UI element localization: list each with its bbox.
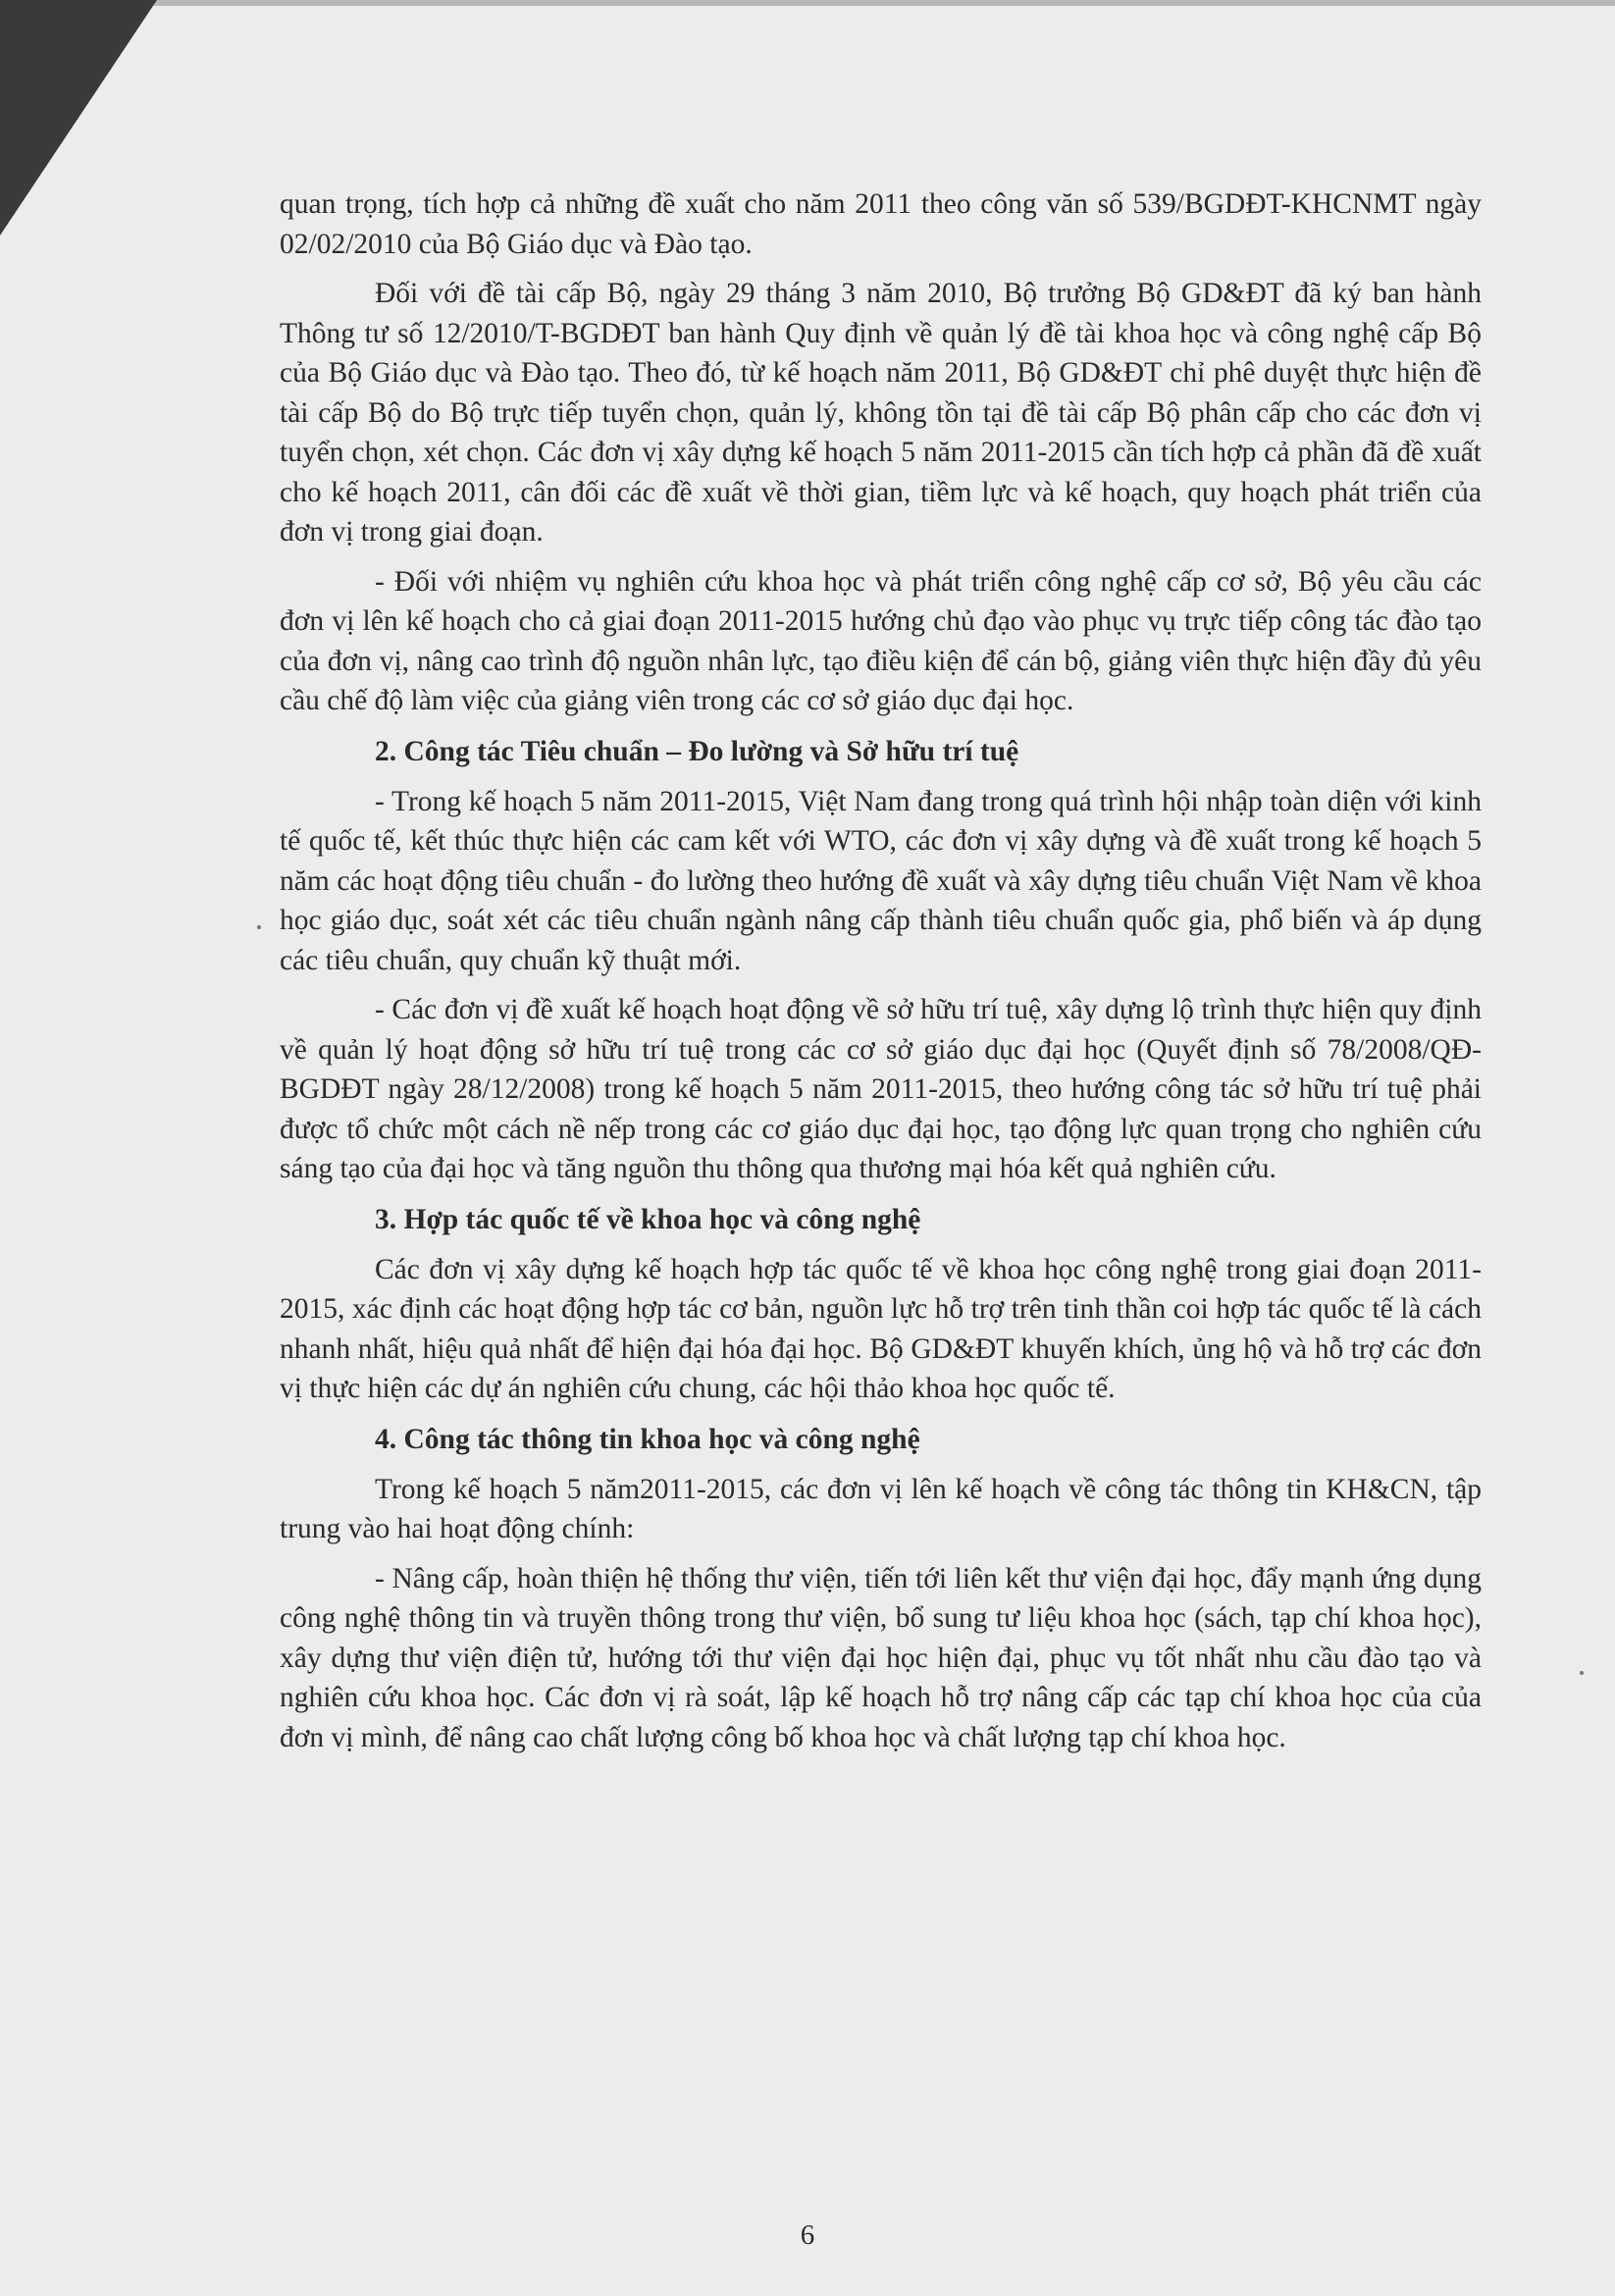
section-4-heading: 4. Công tác thông tin khoa học và công nghệ: [375, 1423, 920, 1455]
section-3-heading: 3. Hợp tác quốc tế về khoa học và công nghệ: [375, 1203, 921, 1235]
intro-paragraph: quan trọng, tích hợp cả những đề xuất cho năm 2011 theo công văn số 539/BGDĐT-KHCNMT ngày 02/02/2010 của Bộ Giáo dục và Đào tạo.: [280, 188, 1482, 260]
scan-corner-shadow: [0, 0, 157, 235]
international-cooperation-paragraph: Các đơn vị xây dựng kế hoạch hợp tác quốc tế về khoa học công nghệ trong giai đoạn 2011-2015, xác định các hoạt động hợp tác cơ bản, nguồn lực hỗ trợ trên tinh thần coi hợp tác quốc tế là cách nhanh nhất, hiệu quả nhất để hiện đại hóa đại học. Bộ GD&ĐT khuyến khích, ủng hộ và hỗ trợ các đơn vị thực hiện các dự án nghiên cứu chung, các hội thảo khoa học quốc tế.: [280, 1253, 1482, 1404]
ministry-topic-paragraph: Đối với đề tài cấp Bộ, ngày 29 tháng 3 năm 2010, Bộ trưởng Bộ GD&ĐT đã ký ban hành Thông tư số 12/2010/T-BGDĐT ban hành Quy định về quản lý đề tài khoa học và công nghệ cấp Bộ của Bộ Giáo dục và Đào tạo. Theo đó, từ kế hoạch năm 2011, Bộ GD&ĐT chỉ phê duyệt thực hiện đề tài cấp Bộ do Bộ trực tiếp tuyển chọn, quản lý, không tồn tại đề tài cấp Bộ phân cấp cho các đơn vị tuyển chọn, xét chọn. Các đơn vị xây dựng kế hoạch 5 năm 2011-2015 cần tích hợp cả phần đã đề xuất cho kế hoạch 2011, cân đối các đề xuất về thời gian, tiềm lực và kế hoạch, quy hoạch phát triển của đơn vị trong giai đoạn.: [280, 278, 1482, 548]
scan-speck: [1580, 1671, 1584, 1675]
page-number: 6: [800, 2219, 815, 2251]
base-level-paragraph: - Đối với nhiệm vụ nghiên cứu khoa học và phát triển công nghệ cấp cơ sở, Bộ yêu cầu các đơn vị lên kế hoạch cho cả giai đoạn 2011-2015 hướng chủ đạo vào phục vụ trực tiếp công tác đào tạo của đơn vị, nâng cao trình độ nguồn nhân lực, tạo điều kiện để cán bộ, giảng viên thực hiện đầy đủ yêu cầu chế độ làm việc của giảng viên trong các cơ sở giáo dục đại học.: [280, 565, 1482, 716]
standards-paragraph: - Trong kế hoạch 5 năm 2011-2015, Việt Nam đang trong quá trình hội nhập toàn diện với kinh tế quốc tế, kết thúc thực hiện các cam kết với WTO, các đơn vị xây dựng và đề xuất trong kế hoạch 5 năm các hoạt động tiêu chuẩn - đo lường theo hướng đề xuất và xây dựng tiêu chuẩn Việt Nam về khoa học giáo dục, soát xét các tiêu chuẩn ngành nâng cấp thành tiêu chuẩn quốc gia, phổ biến và áp dụng các tiêu chuẩn, quy chuẩn kỹ thuật mới.: [280, 785, 1482, 976]
library-paragraph: - Nâng cấp, hoàn thiện hệ thống thư viện, tiến tới liên kết thư viện đại học, đẩy mạnh ứng dụng công nghệ thông tin và truyền thông trong thư viện, bổ sung tư liệu khoa học (sách, tạp chí khoa học), xây dựng thư viện điện tử, hướng tới thư viện đại học hiện đại, phục vụ tốt nhất nhu cầu đào tạo và nghiên cứu khoa học. Các đơn vị rà soát, lập kế hoạch hỗ trợ nâng cấp các tạp chí khoa học của của đơn vị mình, để nâng cao chất lượng công bố khoa học và chất lượng tạp chí khoa học.: [280, 1562, 1482, 1753]
scan-speck: [257, 925, 261, 929]
scan-top-edge: [0, 0, 1615, 6]
document-page: [280, 184, 1482, 1757]
intellectual-property-paragraph: - Các đơn vị đề xuất kế hoạch hoạt động về sở hữu trí tuệ, xây dựng lộ trình thực hiện quy định về quản lý hoạt động sở hữu trí tuệ trong các cơ sở giáo dục đại học (Quyết định số 78/2008/QĐ-BGDĐT ngày 28/12/2008) trong kế hoạch 5 năm 2011-2015, theo hướng công tác sở hữu trí tuệ phải được tổ chức một cách nề nếp trong các cơ giáo dục đại học, tạo động lực quan trọng cho nghiên cứu sáng tạo của đại học và tăng nguồn thu thông qua thương mại hóa kết quả nghiên cứu.: [280, 994, 1482, 1184]
section-2-heading: 2. Công tác Tiêu chuẩn – Đo lường và Sở hữu trí tuệ: [375, 735, 1019, 767]
information-intro-paragraph: Trong kế hoạch 5 năm2011-2015, các đơn vị lên kế hoạch về công tác thông tin KH&CN, tập trung vào hai hoạt động chính:: [280, 1473, 1482, 1544]
